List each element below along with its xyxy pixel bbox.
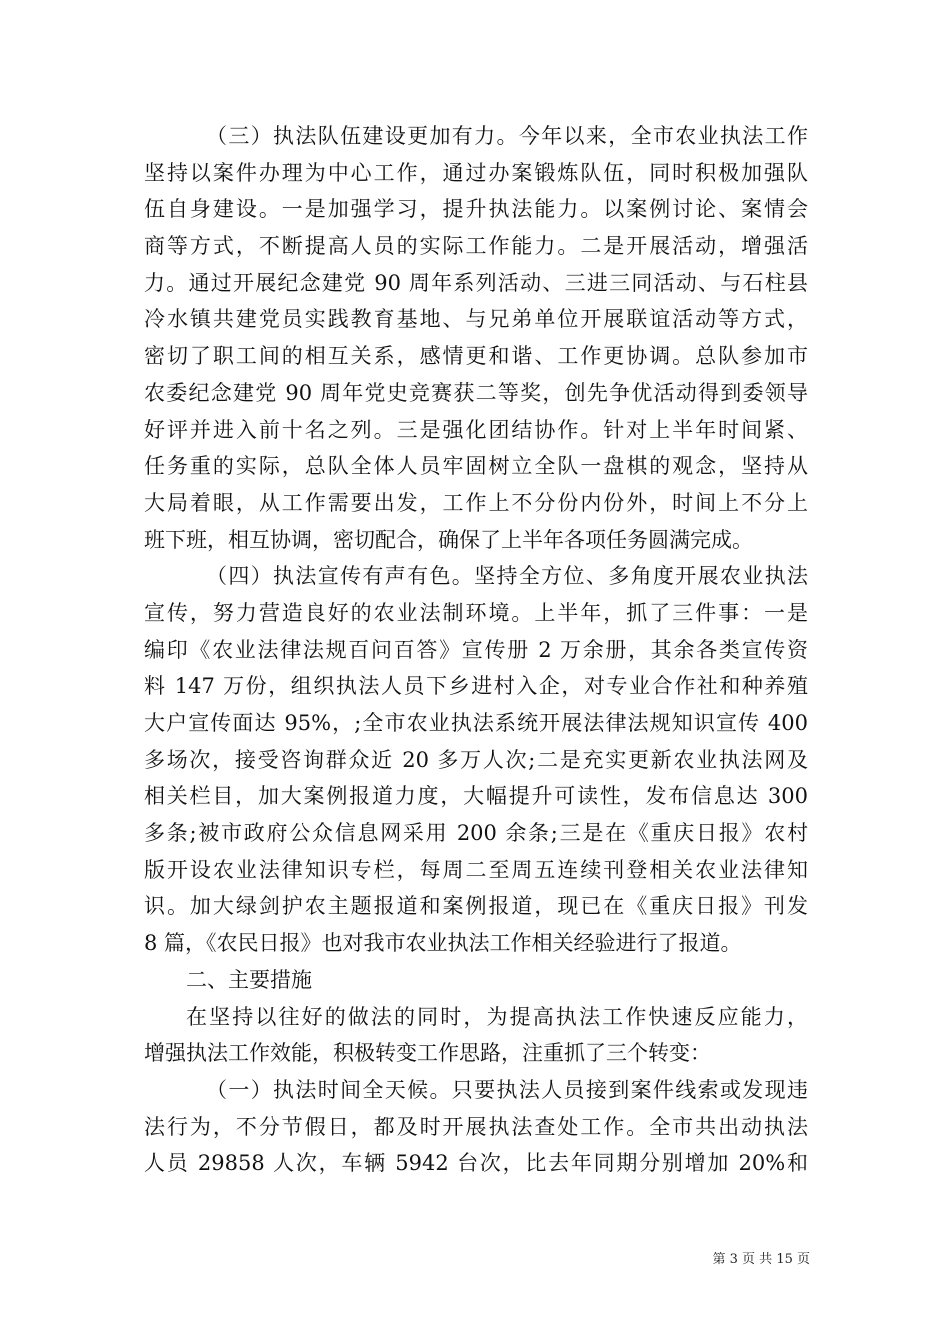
text-line: 编印《农业法律法规百问百答》宣传册 2 万余册，其余各类宣传资 bbox=[144, 637, 808, 662]
section-heading: 二、主要措施 bbox=[186, 967, 312, 992]
text-line: 商等方式，不断提高人员的实际工作能力。二是开展活动，增强活 bbox=[144, 234, 808, 259]
measure-1-heading-line: （一）执法时间全天候。只要执法人员接到案件线索或发现违 bbox=[206, 1077, 808, 1102]
document-body bbox=[144, 118, 808, 1182]
text-line: 增强执法工作效能，积极转变工作思路，注重抓了三个转变： bbox=[144, 1041, 711, 1066]
paragraph-4-heading-line: （四）执法宣传有声有色。坚持全方位、多角度开展农业执法 bbox=[206, 564, 808, 589]
paragraph-3-heading-line: （三）执法队伍建设更加有力。今年以来，全市农业执法工作 bbox=[206, 124, 808, 148]
text-line: 识。加大绿剑护农主题报道和案例报道，现已在《重庆日报》刊发 bbox=[144, 894, 808, 919]
text-line: 料 147 万份，组织执法人员下乡进村入企，对专业合作社和种养殖 bbox=[144, 674, 808, 699]
text-line: 在坚持以往好的做法的同时，为提高执法工作快速反应能力， bbox=[186, 1004, 808, 1029]
text-line: 人员 29858 人次，车辆 5942 台次，比去年同期分别增加 20%和 bbox=[144, 1151, 808, 1176]
text-line: 密切了职工间的相互关系，感情更和谐、工作更协调。总队参加市 bbox=[144, 344, 808, 369]
text-line: 冷水镇共建党员实践教育基地、与兄弟单位开展联谊活动等方式， bbox=[144, 307, 808, 332]
text-line: 宣传，努力营造良好的农业法制环境。上半年，抓了三件事：一是 bbox=[144, 600, 808, 625]
text-line: 多场次，接受咨询群众近 20 多万人次;二是充实更新农业执法网及 bbox=[144, 747, 808, 772]
text-line: 8 篇，《农民日报》也对我市农业执法工作相关经验进行了报道。 bbox=[144, 931, 742, 956]
text-line: 坚持以案件办理为中心工作，通过办案锻炼队伍，同时积极加强队 bbox=[144, 160, 808, 185]
text-line: 伍自身建设。一是加强学习，提升执法能力。以案例讨论、案情会 bbox=[144, 197, 808, 222]
text-line: 多条;被市政府公众信息网采用 200 余条;三是在《重庆日报》农村 bbox=[144, 821, 808, 846]
text-line: 法行为，不分节假日，都及时开展执法查处工作。全市共出动执法 bbox=[144, 1114, 808, 1139]
text-line: 好评并进入前十名之列。三是强化团结协作。针对上半年时间紧、 bbox=[144, 417, 808, 442]
text-line: 大局着眼，从工作需要出发，工作上不分份内份外，时间上不分上 bbox=[144, 490, 808, 515]
page-number-footer: 第 3 页 共 15 页 bbox=[712, 1252, 810, 1267]
text-line: 版开设农业法律知识专栏，每周二至周五连续刊登相关农业法律知 bbox=[144, 857, 808, 882]
text-line: 农委纪念建党 90 周年党史竞赛获二等奖，创先争优活动得到委领导 bbox=[144, 380, 808, 405]
text-line: 相关栏目，加大案例报道力度，大幅提升可读性，发布信息达 300 bbox=[144, 784, 808, 809]
text-line: 班下班，相互协调，密切配合，确保了上半年各项任务圆满完成。 bbox=[144, 527, 753, 552]
text-line: 力。通过开展纪念建党 90 周年系列活动、三进三同活动、与石柱县 bbox=[144, 270, 808, 295]
text-line: 任务重的实际，总队全体人员牢固树立全队一盘棋的观念，坚持从 bbox=[144, 454, 808, 479]
text-line: 大户宣传面达 95%，;全市农业执法系统开展法律法规知识宣传 400 bbox=[144, 711, 808, 735]
